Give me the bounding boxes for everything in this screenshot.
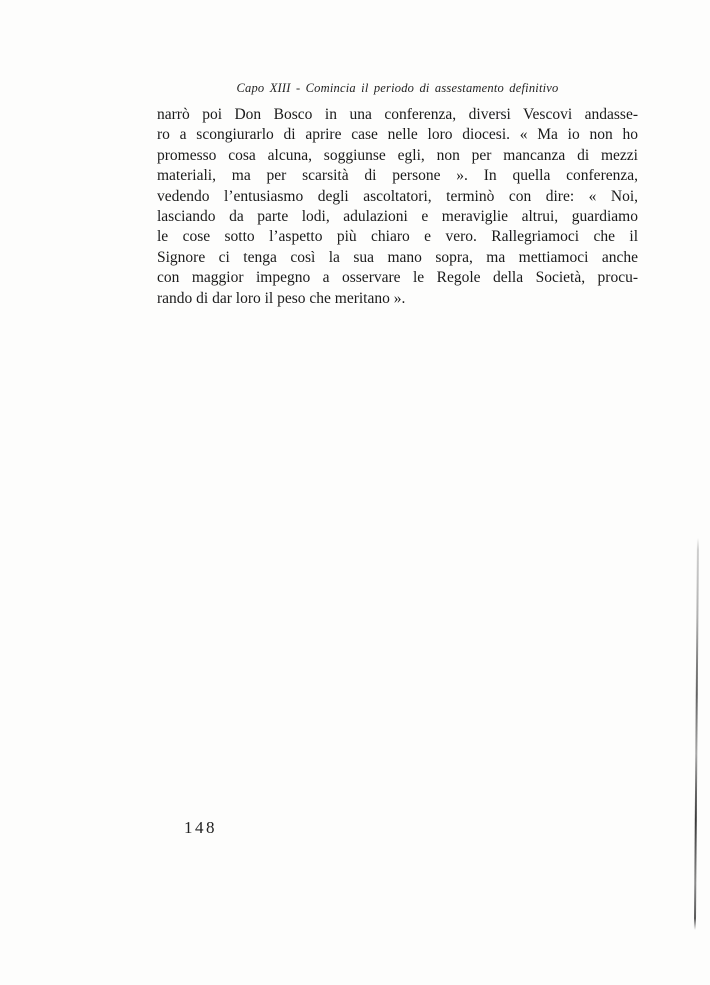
text-line: promesso cosa alcuna, soggiunse egli, non per mancanza di mezzi bbox=[157, 146, 638, 164]
scan-artifact-line bbox=[694, 538, 699, 930]
chapter-running-header: Capo XIII - Comincia il periodo di assestamento definitivo bbox=[236, 81, 559, 95]
text-line: Signore ci tenga così la sua mano sopra, ma mettiamoci anche bbox=[157, 248, 638, 266]
text-line: vedendo l’entusiasmo degli ascoltatori, terminò con dire: « Noi, bbox=[157, 187, 638, 205]
text-line: rando di dar loro il peso che meritano ». bbox=[157, 289, 406, 307]
text-line: le cose sotto l’aspetto più chiaro e vero. Rallegriamoci che il bbox=[157, 228, 638, 246]
page-number: 148 bbox=[184, 818, 217, 837]
text-line: materiali, ma per scarsità di persone ». In quella conferenza, bbox=[157, 167, 638, 185]
text-line: lasciando da parte lodi, adulazioni e meraviglie altrui, guardiamo bbox=[157, 208, 638, 226]
body-paragraph bbox=[157, 105, 638, 309]
text-line: narrò poi Don Bosco in una conferenza, diversi Vescovi andasse- bbox=[157, 106, 638, 123]
text-line: ro a scongiurarlo di aprire case nelle loro diocesi. « Ma io non ho bbox=[157, 126, 638, 144]
text-line: con maggior impegno a osservare le Regole della Società, procu- bbox=[157, 269, 638, 287]
